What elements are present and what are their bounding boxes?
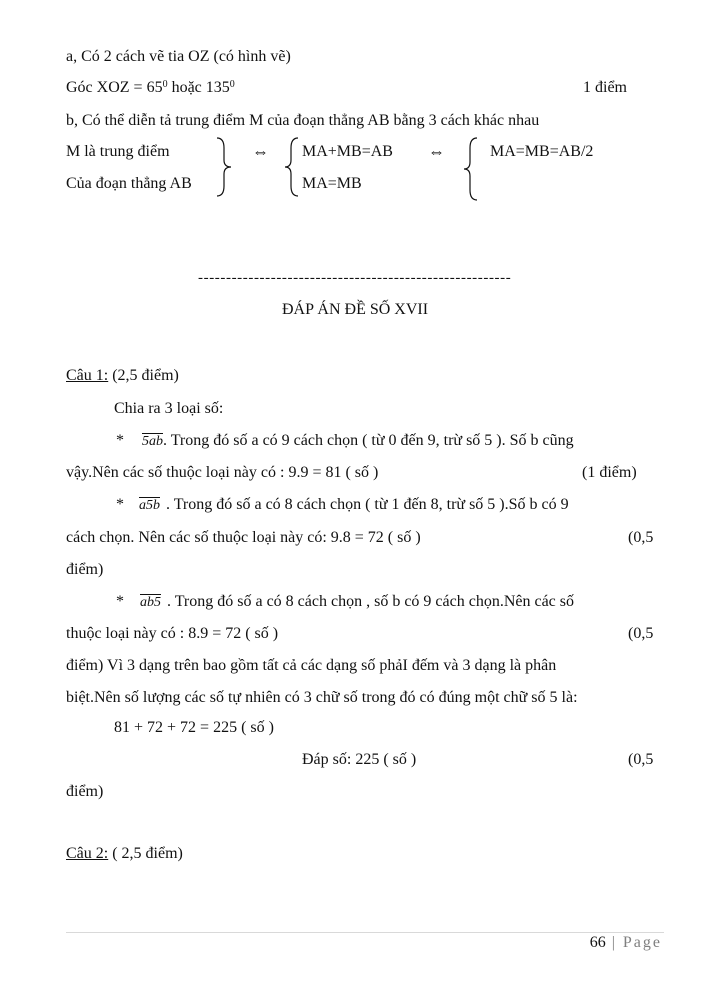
page-word: Page: [622, 934, 662, 951]
separator-line: --------------------------------------------------------: [198, 270, 512, 286]
type2-line-2: cách chọn. Nên các số thuộc loại này có: 9.8 = 72 ( số ): [66, 529, 421, 546]
q1-intro: Chia ra 3 loại số:: [114, 400, 224, 417]
equivalence-arrow-1: ⇔: [252, 142, 269, 161]
degree-sign: 0: [162, 79, 168, 90]
type2-line-3: điểm): [66, 561, 104, 578]
footer-separator: |: [605, 934, 623, 951]
right-brace-icon: [214, 136, 236, 198]
type3-line: [140, 592, 574, 613]
midpoint-left-2: Của đoạn thẳng AB: [66, 175, 192, 192]
type3-line-2: thuộc loại này có : 8.9 = 72 ( số ): [66, 625, 279, 642]
type3-line-4: biệt.Nên số lượng các số tự nhiên có 3 chữ số trong đó có đúng một chữ số 5 là:: [66, 689, 578, 706]
q2-label: Câu 2:: [66, 845, 109, 862]
bullet-1: *: [116, 432, 124, 449]
section-title: ĐÁP ÁN ĐỀ SỐ XVII: [282, 301, 429, 318]
answer-score: (0,5: [628, 751, 654, 768]
type3-text: . Trong đó số a có 8 cách chọn , số b có 9 cách chọn.Nên các số: [167, 593, 575, 610]
type1-line: [142, 431, 662, 452]
type2-score: (0,5: [628, 529, 654, 546]
type1-text: . Trong đó số a có 9 cách chọn ( từ 0 đến 9, trừ số 5 ). Số b cũng: [163, 432, 574, 449]
number-5ab: 5ab: [142, 434, 163, 449]
number-ab5: ab5: [140, 595, 161, 610]
answer-line: Đáp số: 225 ( số ): [302, 751, 417, 768]
type2-text: . Trong đó số a có 8 cách chọn ( từ 1 đến 8, trừ số 5 ).Số b có 9: [166, 496, 569, 513]
q1-heading: [66, 366, 179, 386]
part-a-line: a, Có 2 cách vẽ tia OZ (có hình vẽ): [66, 48, 291, 65]
bullet-2: *: [116, 496, 124, 513]
q2-heading: [66, 844, 183, 864]
left-brace-icon-2: [462, 136, 480, 202]
q1-label: Câu 1:: [66, 367, 109, 384]
degree-sign-2: 0: [229, 79, 235, 90]
condition-half: MA=MB=AB/2: [490, 143, 594, 160]
equivalence-arrow-2: ⇔: [428, 142, 445, 161]
angle-mid: hoặc 135: [167, 79, 230, 96]
page-number: 66: [589, 934, 606, 951]
part-b-line: b, Có thể diễn tả trung điểm M của đoạn thẳng AB bằng 3 cách khác nhau: [66, 112, 540, 129]
type3-score: (0,5: [628, 625, 654, 642]
angle-prefix: Góc XOZ = 65: [66, 79, 163, 96]
angle-score: 1 điểm: [583, 79, 627, 96]
answer-line-2: điểm): [66, 783, 104, 800]
bullet-3: *: [116, 593, 124, 610]
footer-rule: [66, 932, 664, 933]
midpoint-left-1: M là trung điểm: [66, 143, 170, 160]
type2-line: [139, 495, 569, 516]
left-brace-icon: [283, 136, 301, 198]
type1-line-2: vậy.Nên các số thuộc loại này có : 9.9 = 81 ( số ): [66, 464, 379, 481]
number-a5b: a5b: [139, 498, 160, 513]
condition-sum: MA+MB=AB: [302, 143, 393, 160]
q1-points: (2,5 điểm): [108, 367, 179, 384]
angle-line: [66, 78, 235, 98]
q2-points: ( 2,5 điểm): [108, 845, 183, 862]
type1-score: (1 điểm): [582, 464, 637, 481]
condition-equal: MA=MB: [302, 175, 362, 192]
sum-line: 81 + 72 + 72 = 225 ( số ): [114, 719, 274, 736]
type3-line-3: điểm) Vì 3 dạng trên bao gồm tất cả các dạng số phảI đếm và 3 dạng là phân: [66, 657, 557, 674]
page-footer: [590, 934, 662, 952]
